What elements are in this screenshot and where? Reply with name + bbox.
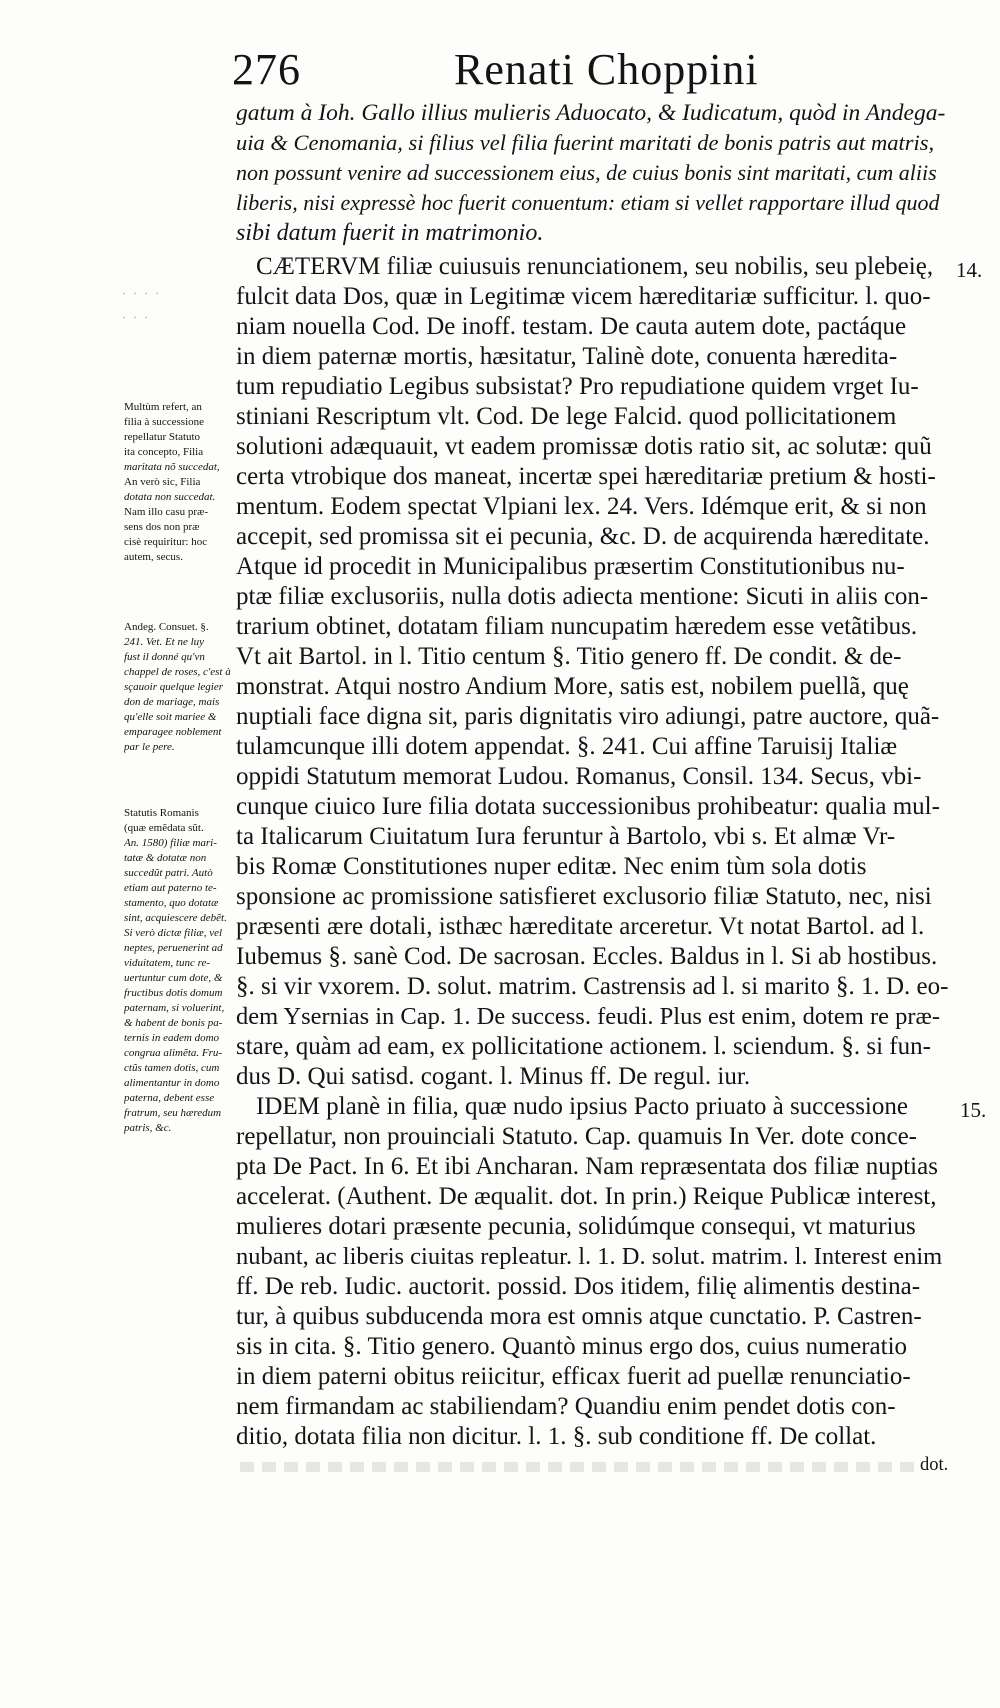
note-line: & habent de bonis pa- [124, 1017, 223, 1029]
text-line: cunque ciuico Iure filia dotata successionibus prohibeatur: qualia mul- [236, 793, 940, 820]
page-header [232, 44, 952, 104]
note-line: sens dos non præ [124, 521, 200, 533]
note-line: etiam aut paterno te- [124, 882, 217, 894]
text-line: §. si vir vxorem. D. solut. matrim. Castrensis ad l. si marito §. 1. D. eo- [236, 973, 949, 1000]
note-line: autem, secus. [124, 551, 183, 563]
text-line: sis in cita. §. Titio genero. Quantò minus ergo dos, cuius numeratio [236, 1333, 908, 1360]
note-line: Multùm refert, an [124, 401, 202, 413]
note-line: alimentantur in domo [124, 1077, 220, 1089]
text-line: bis Romæ Constitutiones nuper editæ. Nec enim tùm sola dotis [236, 853, 867, 880]
note-line: Si verò dictæ filiæ, vel [124, 927, 223, 939]
note-line: sçauoir quelque legier [124, 681, 223, 693]
margin-smudge: · · · [122, 310, 150, 324]
text-line: niam nouella Cod. De inoff. testam. De cauta autem dote, pactáque [236, 313, 907, 340]
text-line: nem firmandam ac stabiliendam? Quandiu enim pendet dotis con- [236, 1393, 896, 1420]
note-line: sint, acquiescere debẽt. [124, 912, 227, 924]
text-line: gatum à Ioh. Gallo illius mulieris Aduocato, & Iudicatum, quòd in Andega- [236, 100, 946, 126]
note-line: Andeg. Consuet. §. [124, 621, 209, 633]
note-line: uertuntur cum dote, & [124, 972, 223, 984]
text-line: fulcit data Dos, quæ in Legitimæ vicem hæreditariæ sufficitur. l. quo- [236, 283, 931, 310]
note-line: 241. Vet. Et ne luy [124, 636, 205, 648]
note-line: congrua alimẽta. Fru- [124, 1047, 223, 1059]
text-line: mulieres dotari præsente pecunia, solidúmque consequi, vt maturius [236, 1213, 916, 1240]
text-line: stiniani Rescriptum vlt. Cod. De lege Falcid. quod pollicitationem [236, 403, 897, 430]
text-line: in diem paternæ mortis, hæsitatur, Talinè dote, conuenta hæredita- [236, 343, 898, 370]
note-line: stamento, quo dotatæ [124, 897, 219, 909]
note-line: maritata nõ succedat, [124, 461, 220, 473]
text-line: sibi datum fuerit in matrimonio. [236, 220, 544, 246]
note-line: ita concepto, Filia [124, 446, 204, 458]
text-line: Vt ait Bartol. in l. Titio centum §. Titio genero ff. De condit. & de- [236, 643, 902, 670]
note-line: (quæ emẽdata sũt. [124, 822, 204, 834]
text-line: monstrat. Atqui nostro Andium More, satis est, nobilem puellã, quę [236, 673, 909, 700]
note-line: dotata non succedat. [124, 491, 216, 503]
page-number: 276 [232, 45, 301, 94]
text-line: dot. [920, 1455, 949, 1475]
margin-note [124, 806, 236, 1136]
text-line: certa vtrobique dos maneat, incertæ spei hæreditariæ pretium & hosti- [236, 463, 936, 490]
text-line: accepit, sed promissa sit ei pecunia, &c. D. de acquirenda hæreditate. [236, 523, 930, 550]
note-line: paterna, debent esse [124, 1092, 215, 1104]
note-line: paternam, si voluerint, [124, 1002, 225, 1014]
text-line: tur, à quibus subducenda mora est omnis atque cunctatio. P. Castren- [236, 1303, 922, 1330]
text-line: dem Ysernias in Cap. 1. De success. feudi. Plus est enim, dotem re præ- [236, 1003, 941, 1030]
note-line: don de mariage, mais [124, 696, 220, 708]
text-line: Atque id procedit in Municipalibus præsertim Constitutionibus nu- [236, 553, 905, 580]
text-line: non possunt venire ad successionem eius, de cuius bonis sint maritati, cum aliis [236, 160, 937, 185]
note-line: An. 1580) filiæ mari- [124, 837, 217, 849]
text-line: trarium obtinet, dotatam filiam nuncupatim hæredem esse vetãtibus. [236, 613, 918, 640]
text-line: pta De Pact. In 6. Et ibi Ancharan. Nam repræsentata dos filiæ nuptias [236, 1153, 938, 1180]
note-line: succedũt patri. Autò [124, 867, 213, 879]
text-line: IDEM planè in filia, quæ nudo ipsius Pacto priuato à successione [256, 1093, 908, 1120]
note-line: tatæ & dotatæ non [124, 852, 207, 864]
note-line: fratrum, seu hæredum [124, 1107, 222, 1119]
text-line: tum repudiatio Legibus subsistat? Pro repudiatione quidem vrget Iu- [236, 373, 919, 400]
note-line: qu'elle soit mariee & [124, 711, 217, 723]
text-line: in diem paterni obitus reiicitur, efficax fuerit ad puellæ renunciatio- [236, 1363, 911, 1390]
note-line: repellatur Statuto [124, 431, 201, 443]
note-line: emparagee noblement [124, 726, 222, 738]
margin-note [124, 620, 236, 755]
note-line: viduitatem, tunc re- [124, 957, 211, 969]
text-line: ff. De reb. Iudic. auctorit. possid. Dos itidem, filię alimentis destina- [236, 1273, 921, 1300]
note-line: par le pere. [124, 741, 175, 753]
note-line: patris, &c. [124, 1122, 172, 1134]
text-line: solutioni adæquauit, vt eadem promissæ dotis ratio sit, ac solutæ: quũ [236, 433, 932, 460]
paragraph-marker: 14. [956, 258, 983, 282]
note-line: ternis in eadem domo [124, 1032, 220, 1044]
text-line: ta Italicarum Ciuitatum Iura feruntur à Bartolo, vbi s. Et almæ Vr- [236, 823, 896, 850]
note-line: fructibus dotis domum [124, 987, 223, 999]
note-line: filia à successione [124, 416, 205, 428]
text-line: tulamcunque illi dotem appendat. §. 241. Cui affine Taruisij Italiæ [236, 733, 898, 760]
note-line: fust il donné qu'vn [124, 651, 205, 663]
note-line: chappel de roses, c'est à [124, 666, 231, 678]
running-head: Renati Choppini [454, 45, 759, 94]
text-line: sponsione ac promissione satisfieret exclusorio filiæ Statuto, nec, nisi [236, 883, 932, 910]
note-line: neptes, peruenerint ad [124, 942, 223, 954]
note-line: ctũs tamen dotis, cum [124, 1062, 220, 1074]
text-line: præsenti ære dotali, isthæc hæreditate arceretur. Vt notat Bartol. ad l. [236, 913, 925, 940]
text-line: nuptiali face digna sit, paris dignitatis viro adiungi, patre auctore, quã- [236, 703, 940, 730]
text-line: Iubemus §. sanè Cod. De sacrosan. Eccles. Baldus in l. Si ab hostibus. [236, 943, 938, 970]
note-line: Nam illo casu præ- [124, 506, 209, 518]
note-line: cisè requiritur: hoc [124, 536, 208, 548]
text-line: liberis, nisi expressè hoc fuerit conuentum: etiam si vellet rapportare illud quod [236, 190, 940, 215]
page-bottom-smudge [240, 1462, 920, 1472]
text-line: oppidi Statutum memorat Ludou. Romanus, Consil. 134. Secus, vbi- [236, 763, 922, 790]
text-line: uia & Cenomania, si filius vel filia fuerint maritati de bonis patris aut matris, [236, 130, 935, 155]
note-line: Statutis Romanis [124, 807, 199, 819]
text-line: ditio, dotata filia non dicitur. l. 1. §. sub conditione ff. De collat. [236, 1423, 877, 1450]
text-line: nubant, ac liberis ciuitas repleatur. l. 1. D. solut. matrim. l. Interest enim [236, 1243, 943, 1270]
text-line: accelerat. (Authent. De æqualit. dot. In prin.) Reique Publicæ interest, [236, 1183, 937, 1210]
text-line: dus D. Qui satisd. cogant. l. Minus ff. De regul. iur. [236, 1063, 751, 1090]
margin-note [124, 400, 236, 565]
text-line: ptæ filiæ exclusoriis, nulla dotis adiecta mentione: Sicuti in aliis con- [236, 583, 929, 610]
note-line: An verò sic, Filia [124, 476, 201, 488]
text-line: mentum. Eodem spectat Vlpiani lex. 24. Vers. Idémque erit, & si non [236, 493, 927, 520]
text-line: CÆTERVM filiæ cuiusuis renunciationem, seu nobilis, seu plebeię, [256, 253, 934, 280]
text-line: repellatur, non prouinciali Statuto. Cap. quamuis In Ver. dote conce- [236, 1123, 918, 1150]
text-line: stare, quàm ad eam, ex pollicitatione actionem. l. sciendum. §. si fun- [236, 1033, 931, 1060]
paragraph-marker: 15. [960, 1098, 987, 1122]
margin-smudge: · · · · [122, 286, 161, 300]
